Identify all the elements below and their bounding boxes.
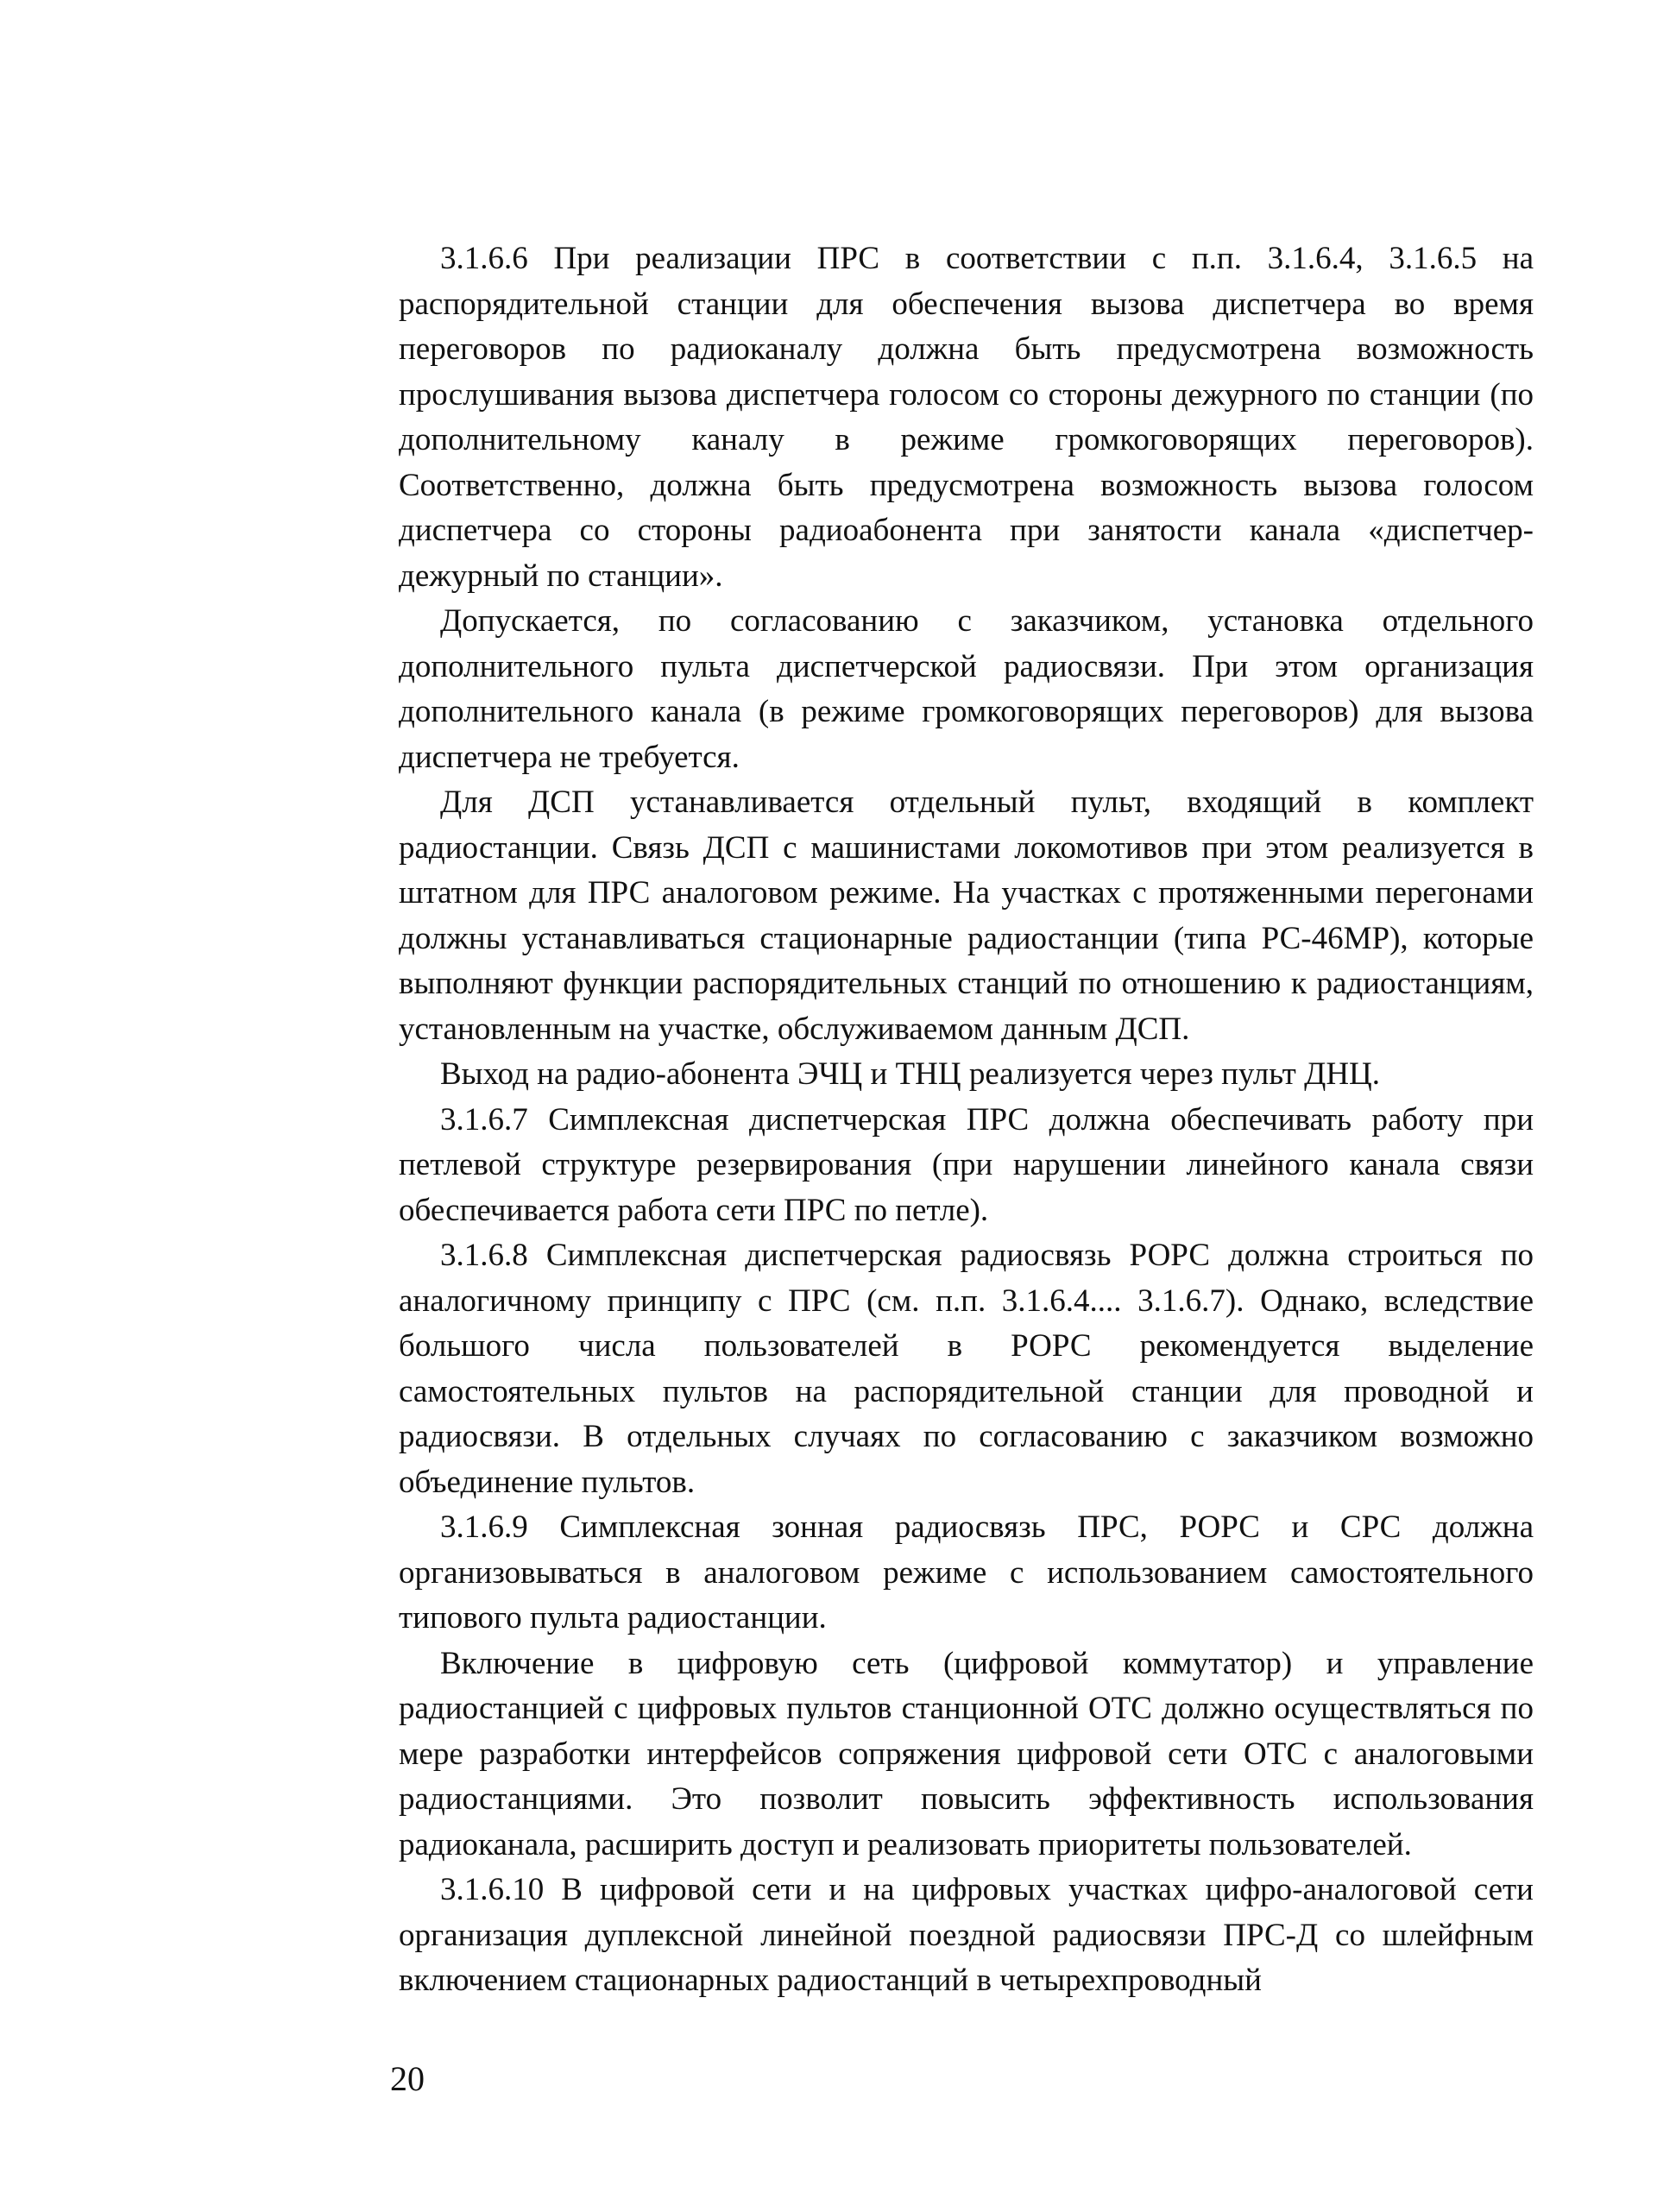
paragraph-radio-subscriber-exit: Выход на радио-абонента ЭЧЦ и ТНЦ реализуется через пульт ДНЦ. [440,1056,1381,1092]
page-number: 20 [390,2059,425,2098]
paragraph-3-1-6-7: 3.1.6.7 Симплексная диспетчерская ПРС должна обеспечивать работу при петлевой структуре резервирования (при нарушении линейного канала связи обеспечивается работа сети ПРС по петле). [399,1101,1534,1228]
document-body [399,236,1534,2004]
paragraph-digital-network-inclusion: Включение в цифровую сеть (цифровой коммутатор) и управление радиостанцией с цифровых пультов станционной ОТС должно осуществляться по мере разработки интерфейсов сопряжения цифровой сети ОТС с аналоговыми радиостанциями. Это позволит повысить эффективность использования радиоканала, расширить доступ и реализовать приоритеты пользователей. [399,1645,1534,1862]
paragraph-3-1-6-8: 3.1.6.8 Симплексная диспетчерская радиосвязь РОРС должна строиться по аналогичному принципу с ПРС (см. п.п. 3.1.6.4.... 3.1.6.7). Однако, вследствие большого числа пользователей в РОРС рекомендуется выделение самостоятельных пультов на распорядительной станции для проводной и радиосвязи. В отдельных случаях по согласованию с заказчиком возможно объединение пультов. [399,1238,1534,1500]
paragraph-3-1-6-6: 3.1.6.6 При реализации ПРС в соответствии с п.п. 3.1.6.4, 3.1.6.5 на распорядительной станции для обеспечения вызова диспетчера во время переговоров по радиоканалу должна быть предусмотрена возможность прослушивания вызова диспетчера голосом со стороны дежурного по станции (по дополнительному каналу в режиме громкоговорящих переговоров). Соответственно, должна быть предусмотрена возможность вызова голосом диспетчера со стороны радиоабонента при занятости канала «диспетчер-дежурный по станции». [399,241,1534,594]
paragraph-additional-console: Допускается, по согласованию с заказчиком, установка отдельного дополнительного пульта диспетчерской радиосвязи. При этом организация дополнительного канала (в режиме громкоговорящих переговоров) для вызова диспетчера не требуется. [399,603,1534,775]
paragraph-dsp-console: Для ДСП устанавливается отдельный пульт, входящий в комплект радиостанции. Связь ДСП с машинистами локомотивов при этом реализуется в штатном для ПРС аналоговом режиме. На участках с протяженными перегонами должны устанавливаться стационарные радиостанции (типа РС-46МР), которые выполняют функции распорядительных станций по отношению к радиостанциям, установленным на участке, обслуживаемом данным ДСП. [399,785,1534,1047]
paragraph-3-1-6-10: 3.1.6.10 В цифровой сети и на цифровых участках цифро-аналоговой сети организация дуплексной линейной поездной радиосвязи ПРС-Д со шлейфным включением стационарных радиостанций в четырехпроводный [399,1872,1534,1998]
paragraph-3-1-6-9: 3.1.6.9 Симплексная зонная радиосвязь ПРС, РОРС и СРС должна организовываться в аналоговом режиме с использованием самостоятельного типового пульта радиостанции. [399,1509,1534,1635]
